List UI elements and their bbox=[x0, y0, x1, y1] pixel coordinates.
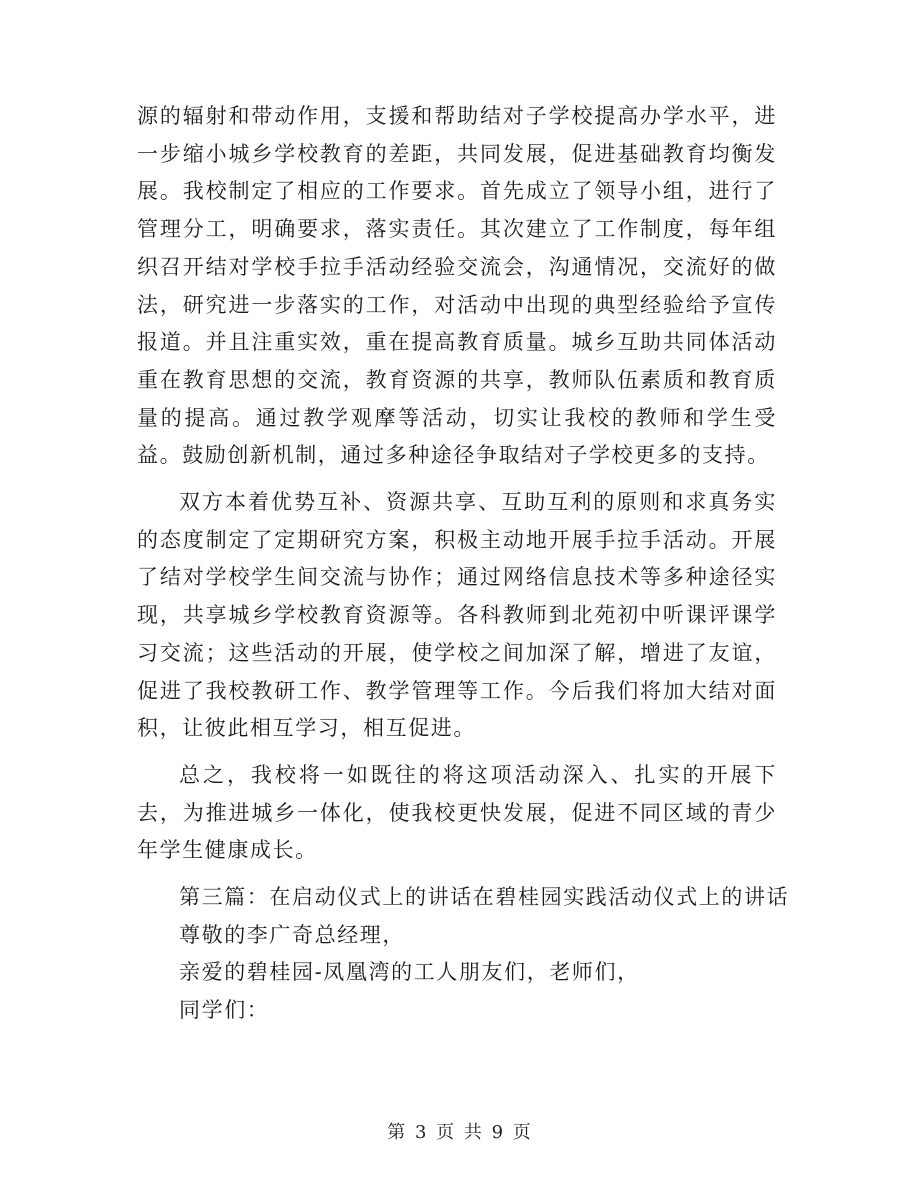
section-title: 第三篇：在启动仪式上的讲话在碧桂园实践活动仪式上的讲话 bbox=[179, 885, 790, 910]
paragraph-3: 总之，我校将一如既往的将这项活动深入、扎实的开展下去，为推进城乡一体化，使我校更快发展，促进不同区域的青少年学生健康成长。 bbox=[137, 762, 777, 863]
page-number-footer: 第 3 页 共 9 页 bbox=[387, 1122, 533, 1143]
greeting-line-2: 亲爱的碧桂园-凤凰湾的工人朋友们，老师们， bbox=[179, 960, 640, 985]
paragraph-1: 源的辐射和带动作用，支援和帮助结对子学校提高办学水平，进一步缩小城乡学校教育的差距，共同发展，促进基础教育均衡发展。我校制定了相应的工作要求。首先成立了领导小组，进行了管理分工，明确要求，落实责任。其次建立了工作制度，每年组织召开结对学校手拉手活动经验交流会，沟通情况，交流好的做法，研究进一步落实的工作，对活动中出现的典型经验给予宣传报道。并且注重实效，重在提高教育质量。城乡互助共同体活动重在教育思想的交流，教育资源的共享，教师队伍素质和教育质量的提高。通过教学观摩等活动，切实让我校的教师和学生受益。鼓励创新机制，通过多种途径争取结对子学校更多的支持。 bbox=[137, 104, 777, 468]
document-body bbox=[137, 98, 790, 1030]
paragraph-2: 双方本着优势互补、资源共享、互助互利的原则和求真务实的态度制定了定期研究方案，积极主动地开展手拉手活动。开展了结对学校学生间交流与协作；通过网络信息技术等多种途径实现，共享城乡学校教育资源等。各科教师到北苑初中听课评课学习交流；这些活动的开展，使学校之间加深了解，增进了友谊，促进了我校教研工作、教学管理等工作。今后我们将加大结对面积，让彼此相互学习，相互促进。 bbox=[137, 490, 777, 741]
greeting-line-1: 尊敬的李广奇总经理， bbox=[179, 922, 405, 947]
greeting-line-3: 同学们： bbox=[179, 998, 270, 1023]
